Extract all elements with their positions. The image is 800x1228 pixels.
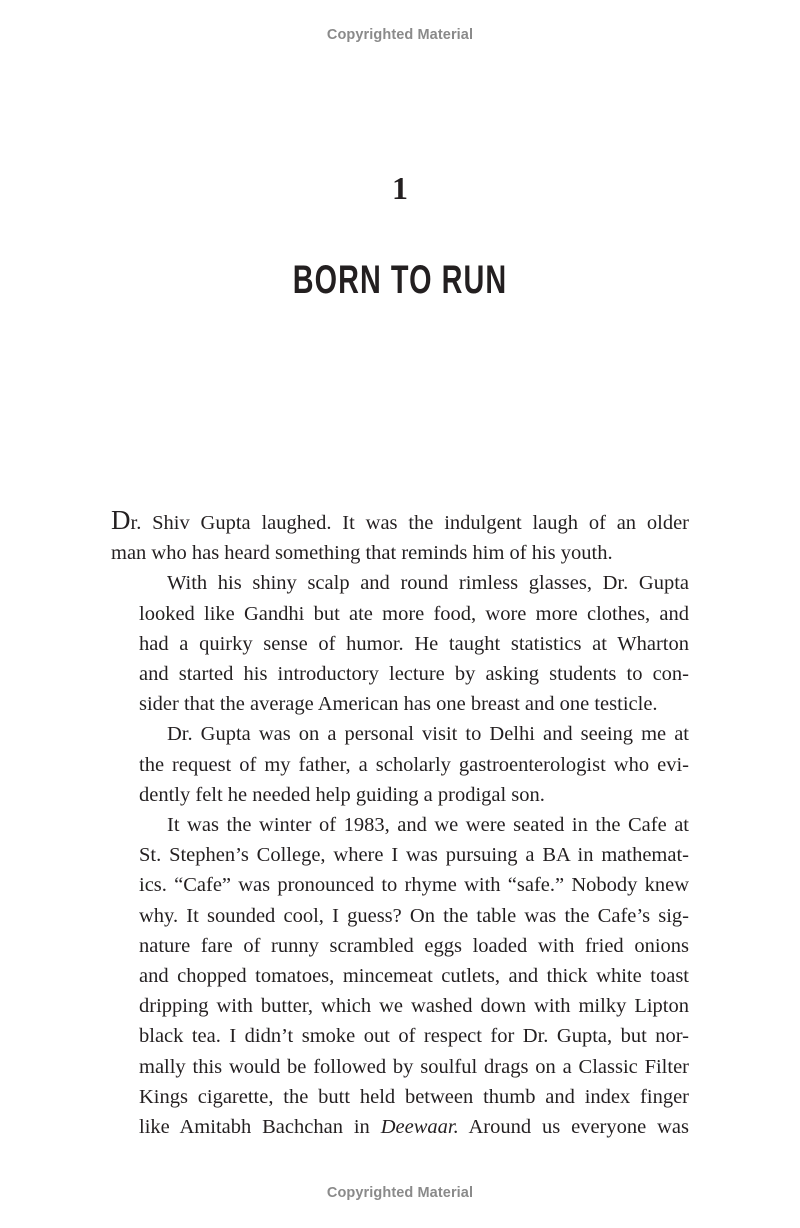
text-line: black tea. I didn’t smoke out of respect for Dr. Gupta, but nor- xyxy=(139,1025,689,1048)
text-line: Dr. Shiv Gupta laughed. It was the indulgent laugh of an older xyxy=(111,505,689,535)
text-line: like Amitabh Bachchan in Deewaar. Around us everyone was xyxy=(139,1116,689,1139)
text-line: and chopped tomatoes, mincemeat cutlets, and thick white toast xyxy=(139,965,689,988)
drop-cap: D xyxy=(111,505,131,535)
chapter-body xyxy=(111,505,689,1142)
paragraph-1 xyxy=(111,505,689,568)
paragraph-4 xyxy=(111,810,689,1142)
film-title: Deewaar. xyxy=(380,1116,459,1139)
text-line: dripping with butter, which we washed down with milky Lipton xyxy=(139,995,689,1018)
text-line: ics. “Cafe” was pronounced to rhyme with “safe.” Nobody knew xyxy=(139,874,689,897)
text-line: sider that the average American has one breast and one testicle. xyxy=(139,693,658,716)
text-line: dently felt he needed help guiding a prodigal son. xyxy=(139,783,545,806)
text-line: It was the winter of 1983, and we were seated in the Cafe at xyxy=(167,814,689,837)
chapter-title: BORN TO RUN xyxy=(292,258,508,302)
copyright-watermark-top: Copyrighted Material xyxy=(326,27,474,43)
text-line: looked like Gandhi but ate more food, wore more clothes, and xyxy=(139,602,689,625)
paragraph-3 xyxy=(111,719,689,810)
text-line: Kings cigarette, the butt held between thumb and index finger xyxy=(139,1085,689,1108)
text-line: With his shiny scalp and round rimless glasses, Dr. Gupta xyxy=(167,572,689,595)
text-line: and started his introductory lecture by asking students to con- xyxy=(139,663,689,686)
text-line: had a quirky sense of humor. He taught statistics at Wharton xyxy=(139,632,689,655)
text-line: nature fare of runny scrambled eggs loaded with fried onions xyxy=(139,934,689,957)
text-line: man who has heard something that reminds him of his youth. xyxy=(111,542,613,565)
text-line: why. It sounded cool, I guess? On the table was the Cafe’s sig- xyxy=(139,904,689,927)
text-line: St. Stephen’s College, where I was pursuing a BA in mathemat- xyxy=(139,844,689,867)
text-line: the request of my father, a scholarly gastroenterologist who evi- xyxy=(139,753,689,776)
text-line: Dr. Gupta was on a personal visit to Delhi and seeing me at xyxy=(167,723,689,746)
text-line: mally this would be followed by soulful drags on a Classic Filter xyxy=(139,1055,689,1078)
paragraph-2 xyxy=(111,568,689,719)
copyright-watermark-bottom: Copyrighted Material xyxy=(326,1185,474,1201)
chapter-number: 1 xyxy=(392,170,408,206)
